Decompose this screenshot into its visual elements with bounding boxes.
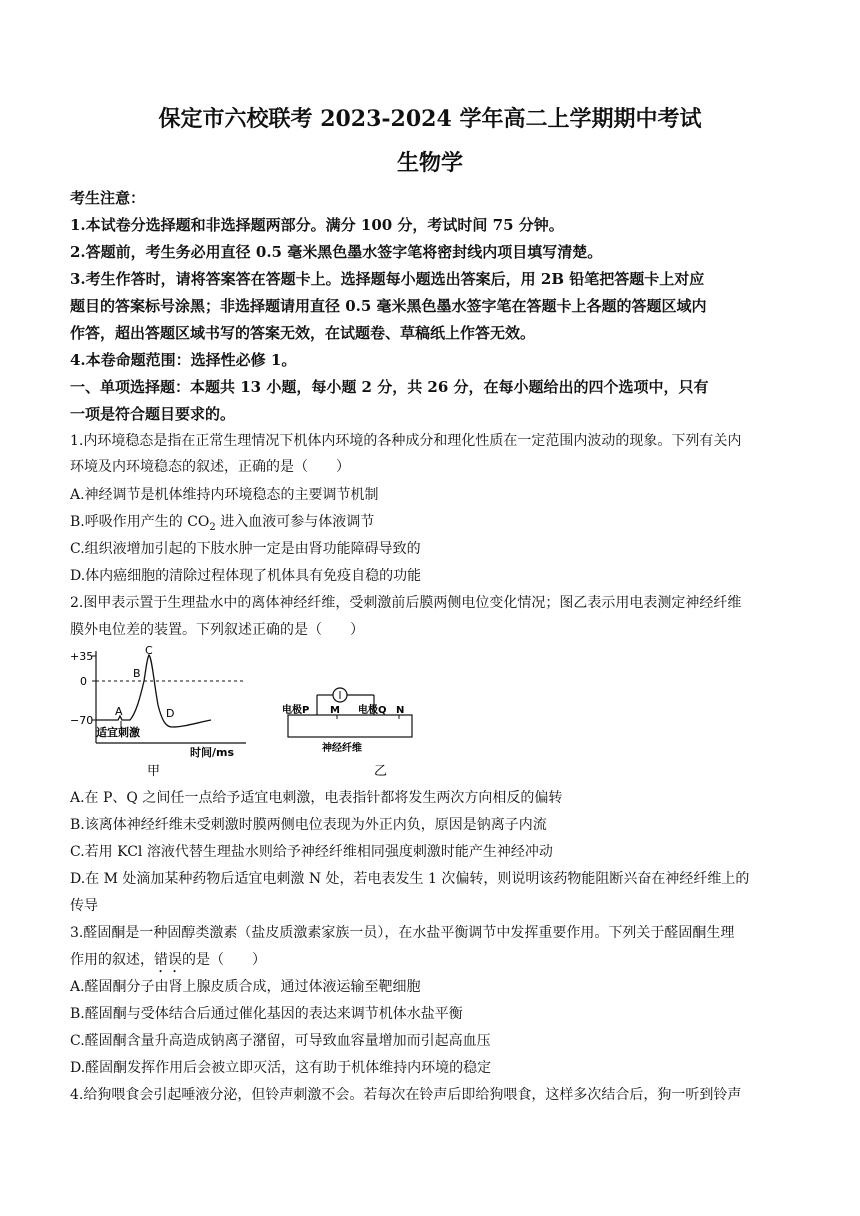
q1-option-b [70, 512, 795, 538]
notice-item: 1.本试卷分选择题和非选择题两部分。满分 100 分，考试时间 75 分钟。 [70, 216, 564, 234]
x-axis-label: 时间/ms [190, 746, 235, 759]
electrode-p-label: 电极P [282, 705, 310, 716]
electrode-q-label: 电极Q [358, 705, 387, 716]
q1-option-c: C.组织液增加引起的下肢水肿一定是由肾功能障碍导致的 [70, 541, 421, 557]
figure-action-potential [66, 643, 256, 783]
section-heading: 一项是符合题目要求的。 [70, 405, 236, 423]
q3-stem-post: 的是（ ） [182, 952, 266, 968]
q2-option-d-cont: 传导 [70, 898, 98, 914]
q3-stem-pre: 作用的叙述， [70, 952, 154, 968]
q3-stem-2 [70, 950, 795, 976]
q3-option-a: A.醛固酮分子由肾上腺皮质合成，通过体液运输至靶细胞 [70, 979, 421, 995]
potential-curve [96, 655, 211, 727]
q3-option-d: D.醛固酮发挥作用后会被立即灭活，这有助于机体维持内环境的稳定 [70, 1060, 492, 1076]
q2-option-a: A.在 P、Q 之间任一点给予适宜电刺激，电表指针都将发生两次方向相反的偏转 [70, 790, 563, 806]
q3-emphasis: 错误 [154, 952, 182, 968]
q1-option-b-pre: B.呼吸作用产生的 CO [70, 514, 210, 530]
point-label-b: B [133, 667, 141, 680]
figure-electrode-setup [280, 653, 440, 783]
q3-stem: 3.醛固酮是一种固醇类激素（盐皮质激素家族一员），在水盐平衡调节中发挥重要作用。下列关于醛固酮生理 [70, 925, 735, 941]
point-label-a: A [115, 705, 123, 718]
notice-item: 3.考生作答时，请将答案答在答题卡上。选择题每小题选出答案后，用 2B 铅笔把答题卡上对应 [70, 270, 705, 288]
q1-stem: 1.内环境稳态是指在正常生理情况下机体内环境的各种成分和理化性质在一定范围内波动的现象。下列有关内 [70, 433, 742, 449]
q2-stem: 膜外电位差的装置。下列叙述正确的是（ ） [70, 622, 364, 638]
notice-item: 作答，超出答题区域书写的答案无效，在试题卷、草稿纸上作答无效。 [70, 324, 536, 342]
y-tick-label: −70 [70, 714, 94, 727]
figure-caption-a: 甲 [147, 764, 161, 779]
q2-stem: 2.图甲表示置于生理盐水中的离体神经纤维，受刺激前后膜两侧电位变化情况；图乙表示用电表测定神经纤维 [70, 595, 742, 611]
q1-option-b-post: 进入血液可参与体液调节 [215, 514, 375, 530]
y-tick-label: +35 [70, 650, 94, 663]
q1-option-d: D.体内癌细胞的清除过程体现了机体具有免疫自稳的功能 [70, 568, 422, 584]
nerve-fiber-label: 神经纤维 [322, 743, 362, 754]
q1-option-a: A.神经调节是机体维持内环境稳态的主要调节机制 [70, 487, 379, 503]
point-label-c: C [145, 644, 153, 657]
notice-item: 题目的答案标号涂黑；非选择题请用直径 0.5 毫米黑色墨水签字笔在答题卡上各题的答题区域内 [70, 297, 707, 315]
q2-option-d: D.在 M 处滴加某种药物后适宜电刺激 N 处，若电表发生 1 次偏转，则说明该药物能阻断兴奋在神经纤维上的 [70, 871, 750, 887]
nerve-fiber [288, 715, 412, 737]
q4-stem: 4.给狗喂食会引起唾液分泌，但铃声刺激不会。若每次在铃声后即给狗喂食，这样多次结合后，狗一听到铃声 [70, 1087, 742, 1103]
notice-header: 考生注意： [70, 189, 146, 207]
notice-item: 4.本卷命题范围：选择性必修 1。 [70, 351, 297, 369]
figure-caption-b: 乙 [374, 764, 388, 779]
y-tick-label: 0 [80, 675, 87, 688]
q3-option-c: C.醛固酮含量升高造成钠离子潴留，可导致血容量增加而引起高血压 [70, 1033, 491, 1049]
point-n-label: N [396, 705, 405, 716]
point-label-d: D [166, 707, 175, 720]
stimulus-label: 适宜刺激 [96, 726, 140, 739]
section-heading: 一、单项选择题：本题共 13 小题，每小题 2 分，共 26 分，在每小题给出的四个选项中，只有 [70, 378, 709, 396]
q2-option-b: B.该离体神经纤维未受刺激时膜两侧电位表现为外正内负，原因是钠离子内流 [70, 817, 547, 833]
exam-title: 保定市六校联考 2023-2024 学年高二上学期期中考试 [158, 106, 702, 132]
q1-stem: 环境及内环境稳态的叙述，正确的是（ ） [70, 459, 350, 475]
q1-option-b-sub: 2 [209, 521, 216, 533]
notice-item: 2.答题前，考生务必用直径 0.5 毫米黑色墨水签字笔将密封线内项目填写清楚。 [70, 243, 603, 261]
q2-option-c: C.若用 KCl 溶液代替生理盐水则给予神经纤维相同强度刺激时能产生神经冲动 [70, 844, 553, 860]
point-m-label: M [330, 705, 340, 716]
exam-subject: 生物学 [396, 150, 463, 176]
q3-option-b: B.醛固酮与受体结合后通过催化基因的表达来调节机体水盐平衡 [70, 1006, 463, 1022]
